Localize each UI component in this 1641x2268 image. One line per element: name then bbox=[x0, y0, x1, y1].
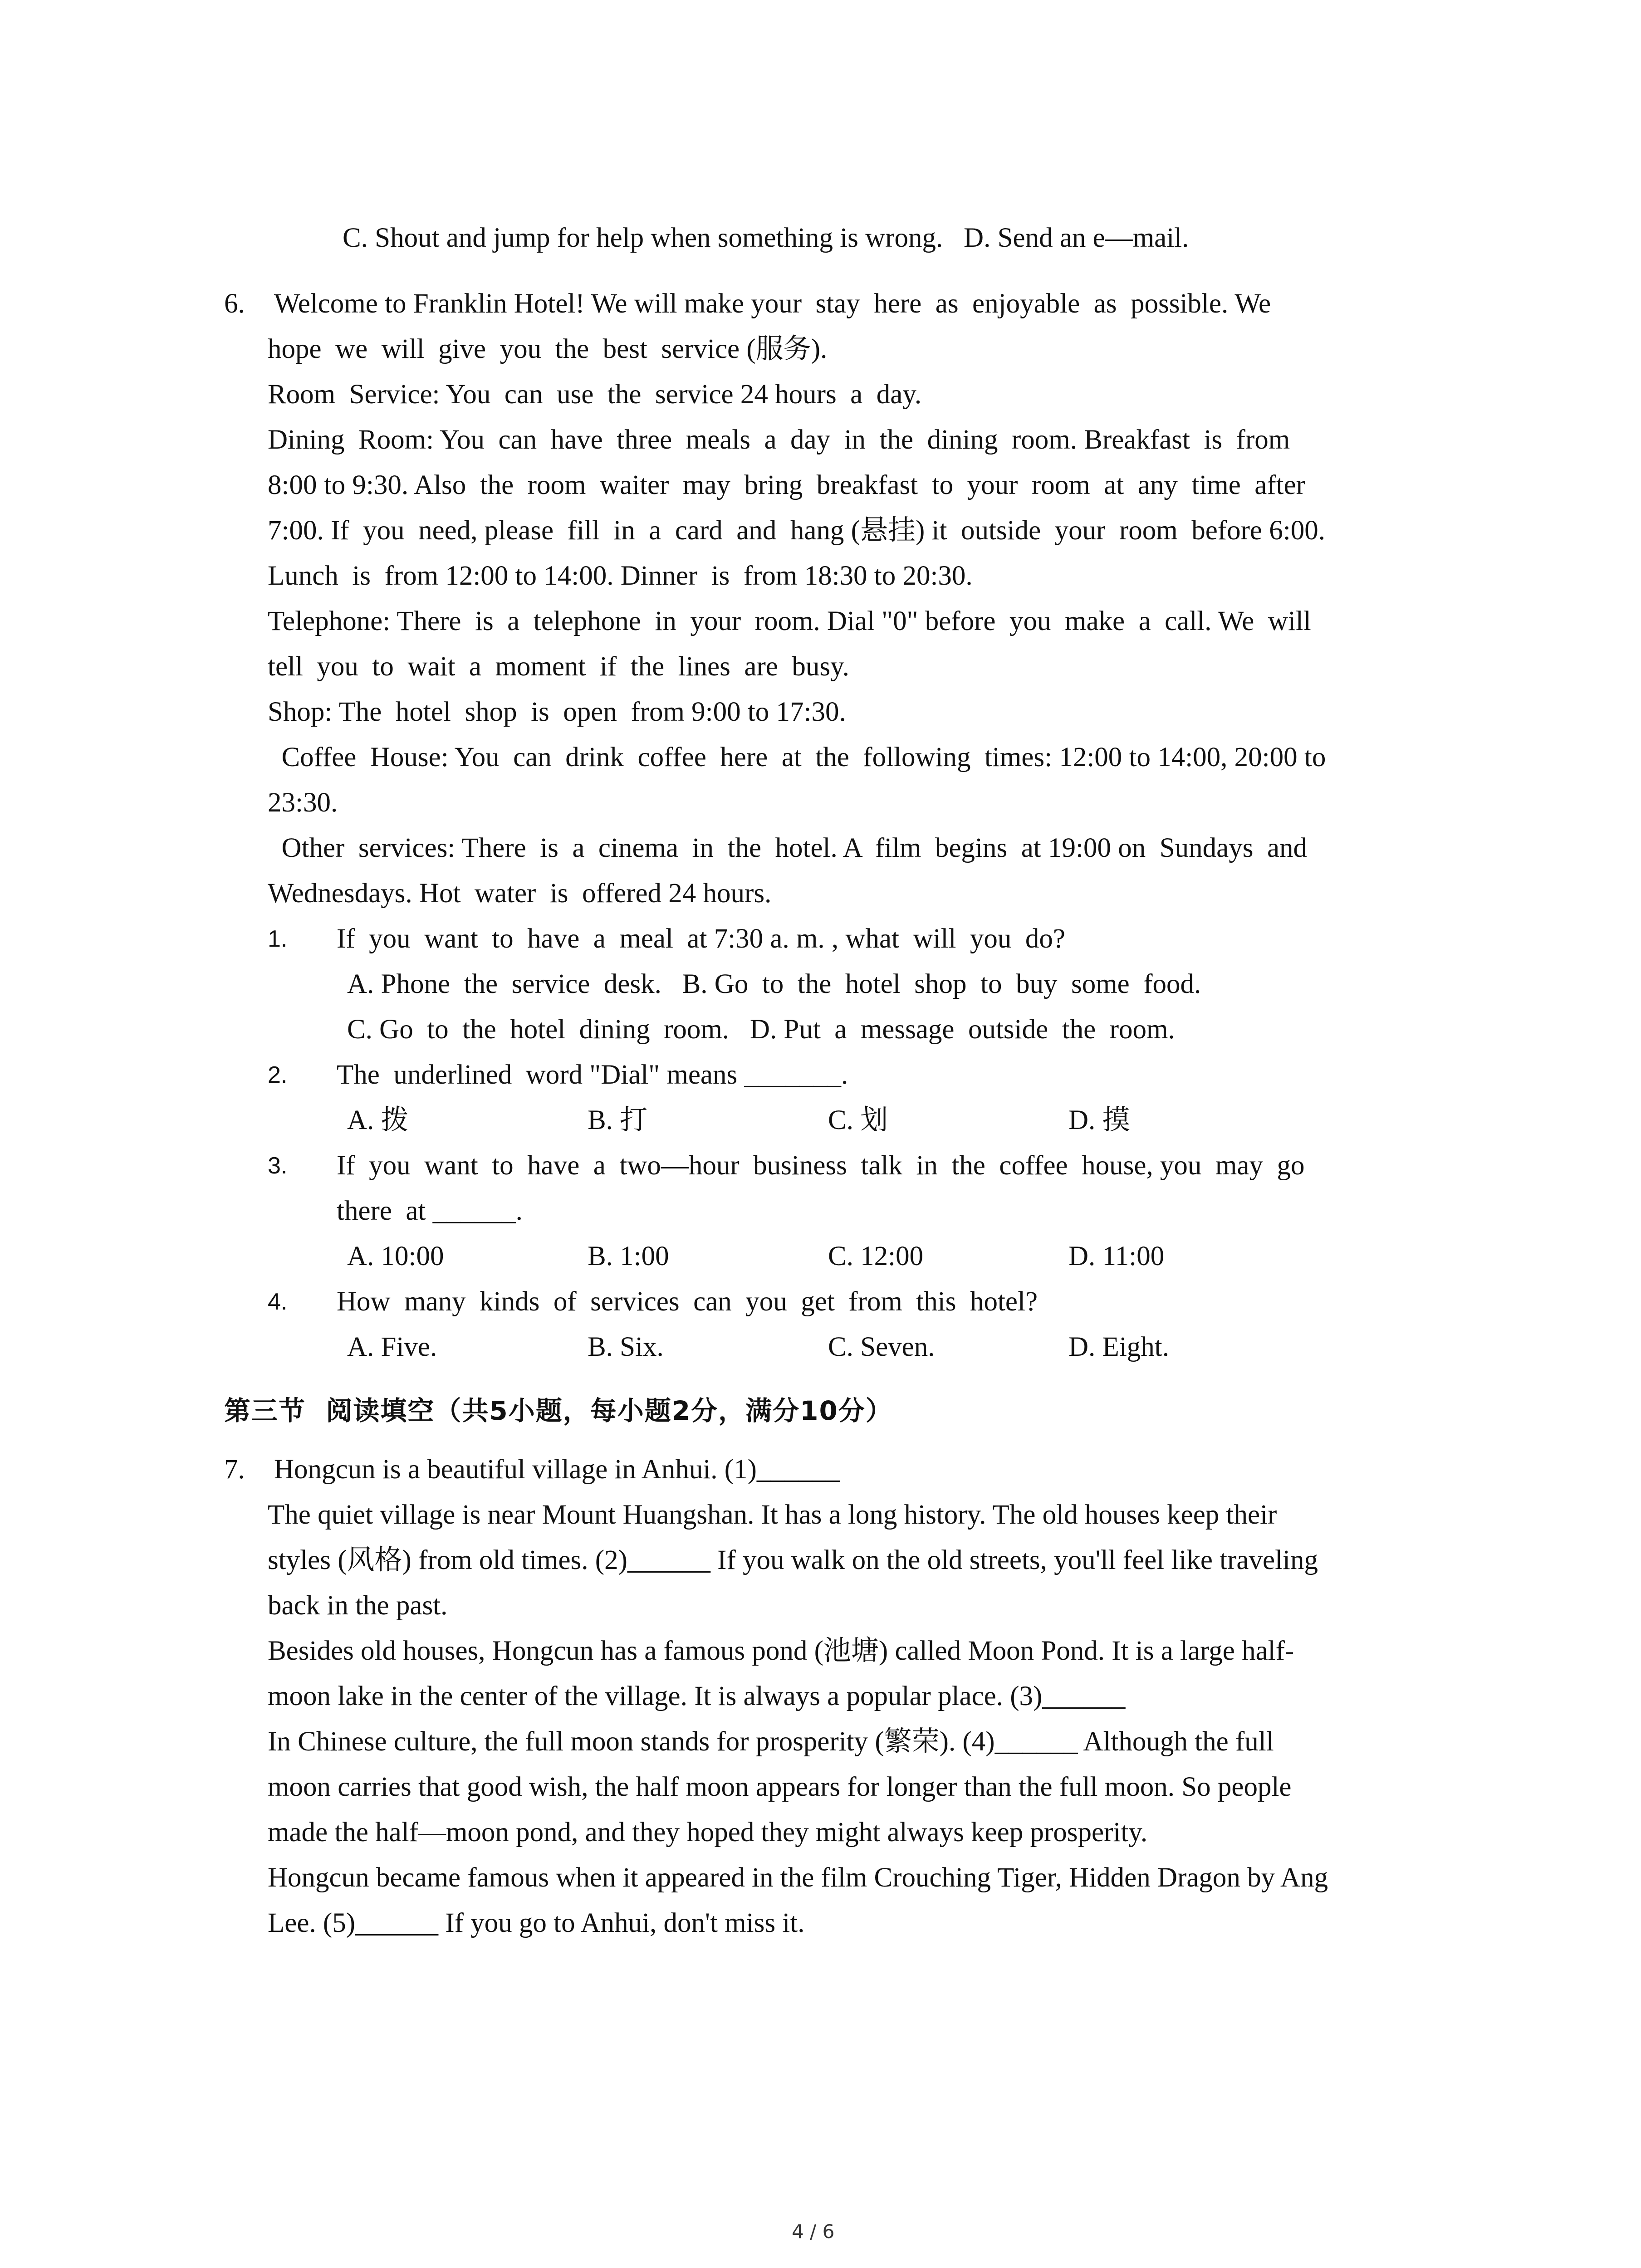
option-d: D. 摸 bbox=[1068, 1105, 1130, 1135]
q6-line: Lunch is from 12:00 to 14:00. Dinner is from 18:30 to 20:30. bbox=[268, 561, 973, 591]
q7-line: Hongcun became famous when it appeared in the film Crouching Tiger, Hidden Dragon by Ang bbox=[268, 1862, 1328, 1893]
q5-options-cd: C. Shout and jump for help when something is wrong. D. Send an e—mail. bbox=[343, 223, 1189, 253]
option-c: C. Seven. bbox=[828, 1332, 935, 1362]
option-d: D. Eight. bbox=[1068, 1332, 1169, 1362]
q6-line: Other services: There is a cinema in the hotel. A film begins at 19:00 on Sundays and bbox=[268, 833, 1308, 863]
q6-number: 6. bbox=[224, 288, 245, 319]
question-stem: The underlined word "Dial" means _______. bbox=[337, 1060, 848, 1090]
question-stem: If you want to have a two—hour business talk in the coffee house, you may go bbox=[337, 1150, 1305, 1181]
q6-line: Shop: The hotel shop is open from 9:00 to 17:30. bbox=[268, 697, 846, 727]
option-b: B. Six. bbox=[588, 1332, 664, 1362]
question-number: 4. bbox=[268, 1289, 288, 1315]
question-number: 3. bbox=[268, 1153, 288, 1179]
q6-line: hope we will give you the best service (服务). bbox=[268, 334, 828, 364]
q7-line: Lee. (5)______ If you go to Anhui, don't miss it. bbox=[268, 1908, 805, 1938]
q6-line: Welcome to Franklin Hotel! We will make your stay here as enjoyable as possible. We bbox=[274, 288, 1271, 319]
q7-number: 7. bbox=[224, 1454, 245, 1485]
option-a: A. 拨 bbox=[347, 1105, 409, 1135]
q7-line: back in the past. bbox=[268, 1590, 448, 1621]
q7-line: made the half—moon pond, and they hoped they might always keep prosperity. bbox=[268, 1817, 1148, 1848]
answer-options: C. Go to the hotel dining room. D. Put a message outside the room. bbox=[347, 1014, 1175, 1045]
option-d: D. 11:00 bbox=[1068, 1241, 1165, 1271]
q6-line: Wednesdays. Hot water is offered 24 hours. bbox=[268, 878, 772, 909]
q6-line: 23:30. bbox=[268, 787, 338, 818]
option-c: C. 12:00 bbox=[828, 1241, 924, 1271]
q6-line: Room Service: You can use the service 24 hours a day. bbox=[268, 379, 922, 410]
question-number: 2. bbox=[268, 1062, 288, 1088]
q7-line: styles (风格) from old times. (2)______ If you walk on the old streets, you'll feel like traveling bbox=[268, 1545, 1318, 1575]
option-b: B. 1:00 bbox=[588, 1241, 669, 1271]
section-heading: 第三节 阅读填空（共5小题，每小题2分，满分10分） bbox=[224, 1395, 893, 1426]
option-a: A. Five. bbox=[347, 1332, 437, 1362]
q6-line: tell you to wait a moment if the lines are busy. bbox=[268, 651, 849, 682]
q6-line: Coffee House: You can drink coffee here at the following times: 12:00 to 14:00, 20:00 to bbox=[268, 742, 1326, 772]
question-stem: If you want to have a meal at 7:30 a. m. , what will you do? bbox=[337, 924, 1065, 954]
q6-line: 7:00. If you need, please fill in a card and hang (悬挂) it outside your room before 6:00. bbox=[268, 515, 1325, 546]
option-a: A. 10:00 bbox=[347, 1241, 444, 1271]
q6-line: 8:00 to 9:30. Also the room waiter may bring breakfast to your room at any time after bbox=[268, 470, 1305, 500]
q7-line: In Chinese culture, the full moon stands for prosperity (繁荣). (4)______ Although the full bbox=[268, 1726, 1274, 1757]
question-stem: How many kinds of services can you get from this hotel? bbox=[337, 1286, 1038, 1317]
q7-line: moon carries that good wish, the half moon appears for longer than the full moon. So people bbox=[268, 1772, 1292, 1802]
q7-line: moon lake in the center of the village. It is always a popular place. (3)______ bbox=[268, 1681, 1126, 1711]
q6-line: Dining Room: You can have three meals a day in the dining room. Breakfast is from bbox=[268, 425, 1290, 455]
page-number: 4 / 6 bbox=[792, 2220, 835, 2243]
option-c: C. 划 bbox=[828, 1105, 888, 1135]
answer-options: A. Phone the service desk. B. Go to the hotel shop to buy some food. bbox=[347, 969, 1201, 999]
q7-line: The quiet village is near Mount Huangshan. It has a long history. The old houses keep their bbox=[268, 1500, 1277, 1530]
q7-line: Hongcun is a beautiful village in Anhui. (1)______ bbox=[274, 1454, 840, 1485]
question-stem: there at ______. bbox=[337, 1196, 523, 1226]
question-number: 1. bbox=[268, 926, 288, 952]
q6-line: Telephone: There is a telephone in your room. Dial "0" before you make a call. We will bbox=[268, 606, 1311, 636]
q7-line: Besides old houses, Hongcun has a famous pond (池塘) called Moon Pond. It is a large half- bbox=[268, 1636, 1294, 1666]
option-b: B. 打 bbox=[588, 1105, 648, 1135]
